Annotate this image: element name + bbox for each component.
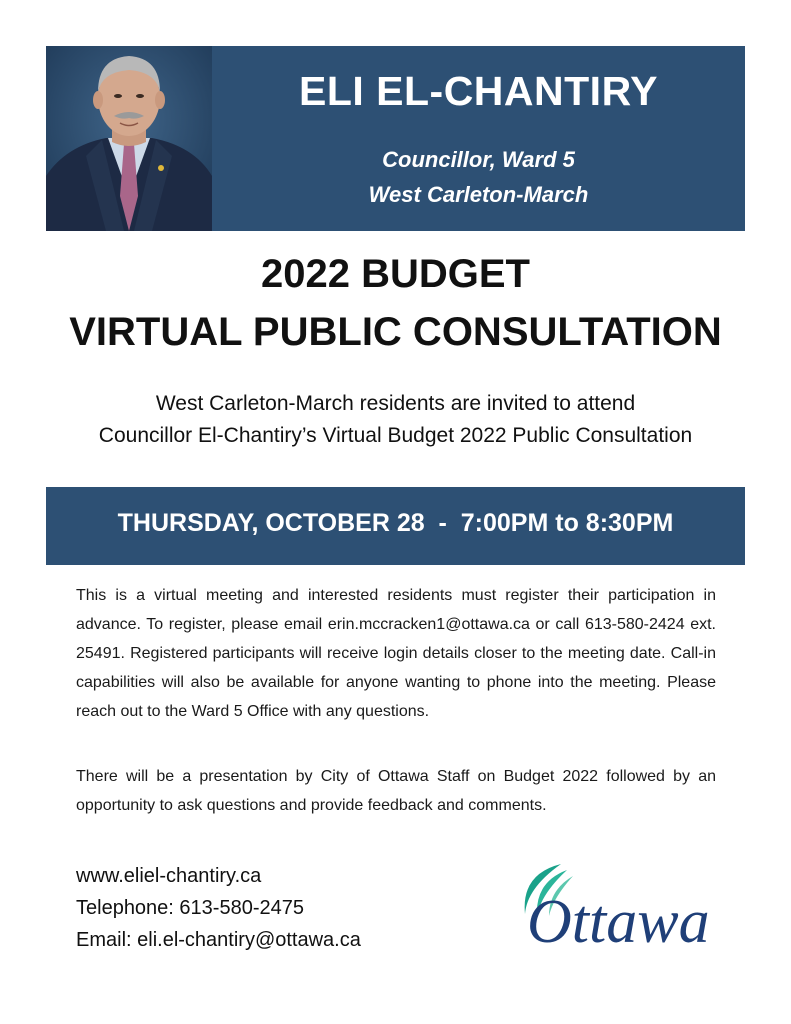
- ottawa-logo: [517, 858, 727, 953]
- invite-line-1: West Carleton-March residents are invited to attend: [155, 392, 636, 415]
- email-line[interactable]: Email: eli.el-chantiry@ottawa.ca: [76, 929, 361, 951]
- event-date-time: THURSDAY, OCTOBER 28 - 7:00PM to 8:30PM: [117, 509, 674, 537]
- invite-line-2: Councillor El-Chantiry’s Virtual Budget 2022 Public Consultation: [98, 424, 693, 447]
- website-link[interactable]: www.eliel-chantiry.ca: [76, 865, 262, 887]
- councillor-portrait: [46, 46, 212, 231]
- event-date-banner: [46, 487, 745, 565]
- councillor-name: ELI EL-CHANTIRY: [298, 68, 659, 114]
- logo-wordmark: Ottawa: [527, 888, 710, 953]
- header-banner: [46, 46, 745, 231]
- registration-paragraph: This is a virtual meeting and interested residents must register their participation in advance. To register, please email erin.mccracken1@ottawa.ca or call 613-580-2424 ext. 25491. Registered participants will receive login details closer to the meeting date. Call-in capabilities will also be available for anyone wanting to phone into the meeting. Please reach out to the Ward 5 Office with any questions.: [76, 587, 716, 720]
- telephone-line: Telephone: 613-580-2475: [76, 897, 304, 919]
- headline-consultation: VIRTUAL PUBLIC CONSULTATION: [69, 310, 722, 354]
- headline-budget: 2022 BUDGET: [261, 252, 530, 296]
- presentation-paragraph: There will be a presentation by City of Ottawa Staff on Budget 2022 followed by an opportunity to ask questions and provide feedback and comments.: [76, 768, 716, 814]
- councillor-role: Councillor, Ward 5: [382, 147, 575, 172]
- contact-block: [76, 860, 361, 956]
- ward-name: West Carleton-March: [368, 182, 589, 207]
